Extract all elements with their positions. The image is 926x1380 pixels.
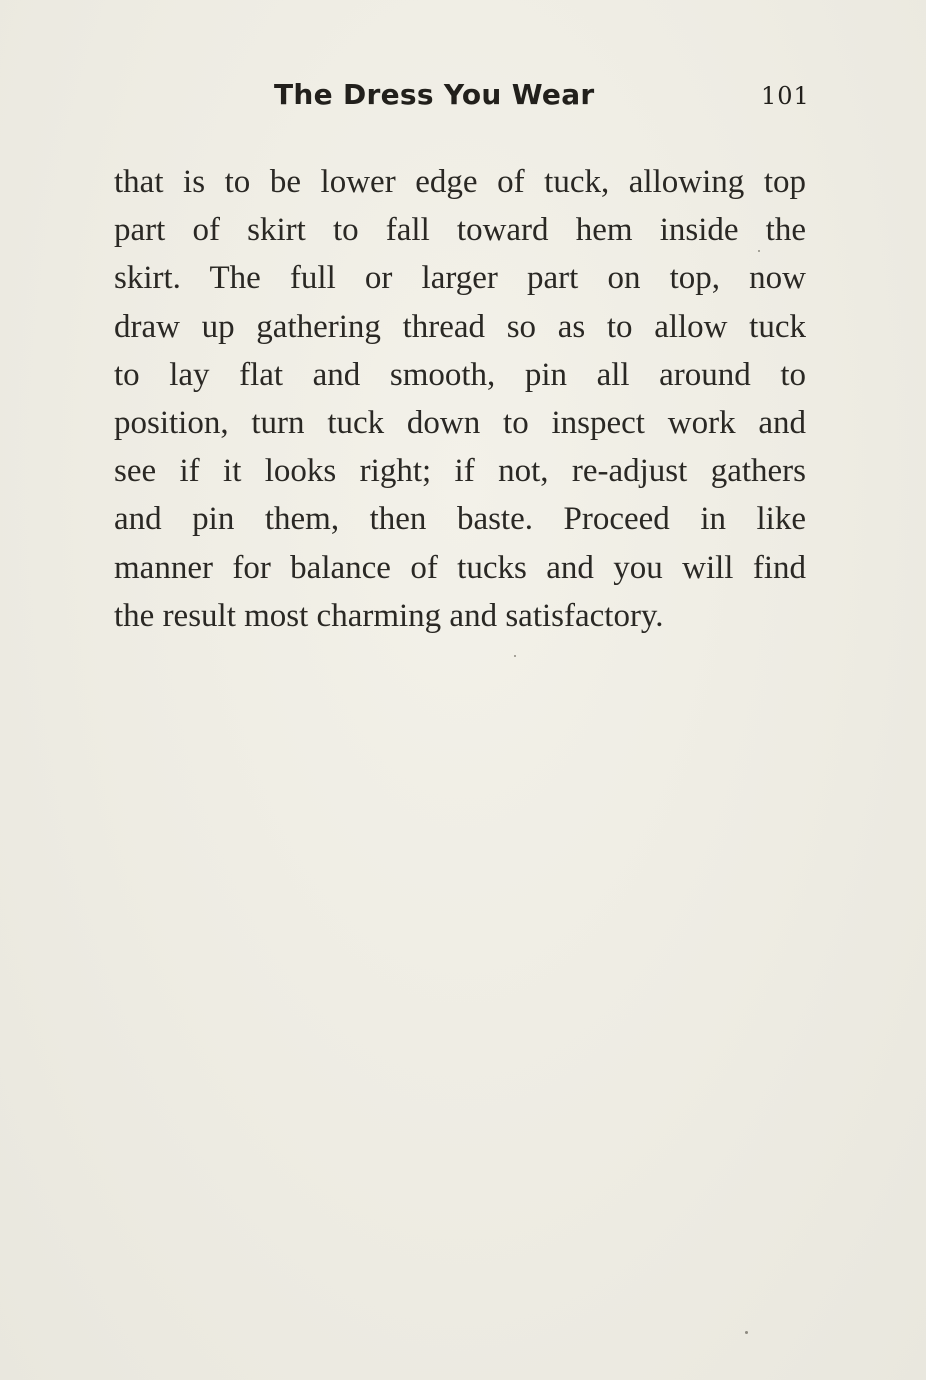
text-line: to lay flat and smooth, pin all around to (114, 356, 806, 393)
text-line: draw up gathering thread so as to allow tuck (114, 308, 806, 345)
text-line: that is to be lower edge of tuck, allowing top (114, 164, 806, 200)
text-line: the result most charming and satisfactory. (114, 597, 664, 634)
text-line: skirt. The full or larger part on top, now (114, 260, 806, 297)
body-paragraph (114, 158, 806, 640)
paper-speck (758, 250, 760, 252)
text-line: and pin them, then baste. Proceed in like (114, 501, 806, 538)
text-line: see if it looks right; if not, re-adjust gathers (114, 453, 806, 490)
page-number: 101 (761, 82, 810, 110)
text-line: manner for balance of tucks and you will find (114, 549, 806, 586)
text-line: position, turn tuck down to inspect work and (114, 405, 806, 442)
running-title: The Dress You Wear (274, 78, 595, 111)
paper-speck (514, 655, 516, 657)
paper-speck (745, 1331, 748, 1334)
running-head (0, 78, 926, 118)
text-line: part of skirt to fall toward hem inside the (114, 212, 806, 249)
